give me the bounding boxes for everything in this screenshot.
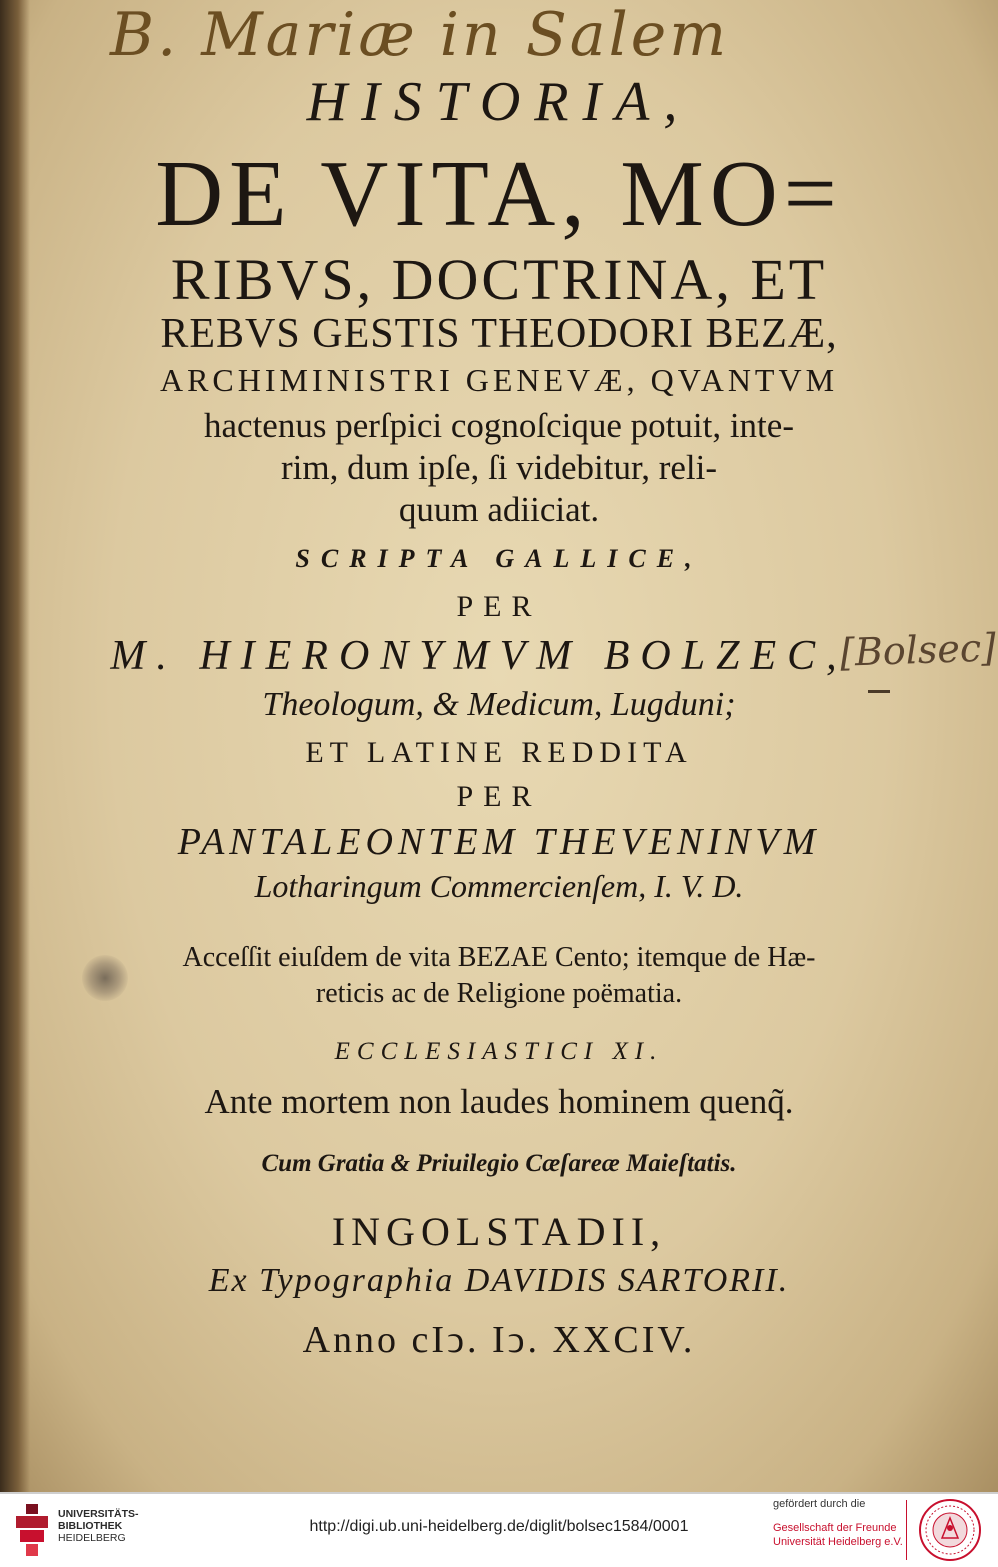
title-line-hactenus: hactenus perſpici cognoſcique potuit, inte- (204, 406, 794, 445)
title-line-archiministri: ARCHIMINISTRI GENEVÆ, QVANTVM (159, 362, 839, 398)
accessit-line-1: Acceſſit eiuſdem de vita BEZAE Cento; itemque de Hæ- (182, 942, 816, 973)
university-seal-icon (918, 1498, 982, 1562)
privilege-line: Cum Gratia & Priuilegio Cæſareæ Maieſtatis. (261, 1150, 737, 1177)
society-line-2: Universität Heidelberg e.V. (773, 1536, 903, 1548)
title-line-de-vita: DE VITA, MO= (155, 142, 843, 246)
translator-origin-line: Lotharingum Commercienſem, I. V. D. (254, 868, 744, 904)
viewer-footer (0, 1492, 998, 1567)
author-line: M. HIERONYMVM BOLZEC, (110, 633, 848, 679)
author-profession-line: Theologum, & Medicum, Lugduni; (262, 686, 736, 723)
ownership-inscription: B. Mariæ in Salem (110, 0, 730, 70)
title-line-per-2: PER (456, 780, 542, 813)
title-line-historia: HISTORIA, (306, 71, 692, 133)
society-line-1: Gesellschaft der Freunde (773, 1522, 897, 1534)
place-line: INGOLSTADII, (331, 1209, 667, 1254)
library-line-1: UNIVERSITÄTS- (58, 1508, 139, 1520)
title-line-rebus-gestis: REBVS GESTIS THEODORI BEZÆ, (160, 311, 838, 357)
margin-dash (868, 690, 890, 693)
margin-note: [Bolsec] (839, 625, 997, 675)
title-line-latine-reddita: ET LATINE REDDITA (305, 736, 693, 769)
accessit-line-2: reticis ac de Religione poëmatia. (315, 978, 683, 1009)
title-line-rim: rim, dum ipſe, ſi videbitur, reli- (280, 448, 717, 487)
title-line-scripta-gallice: SCRIPTA GALLICE, (295, 544, 703, 573)
title-line-per-1: PER (456, 590, 542, 623)
motto-line: Ante mortem non laudes hominem quenq̃. (204, 1082, 794, 1121)
translator-line: PANTALEONTEM THEVENINVM (177, 821, 821, 863)
printer-line: Ex Typographia DAVIDIS SARTORII. (208, 1262, 790, 1299)
funded-by-label: gefördert durch die (773, 1498, 866, 1510)
footer-divider (906, 1500, 907, 1560)
ecclesiastici-line: ECCLESIASTICI XI. (334, 1038, 664, 1065)
library-line-3: HEIDELBERG (58, 1532, 126, 1544)
title-line-ribus: RIBVS, DOCTRINA, ET (170, 247, 828, 312)
funding-society-name (773, 1521, 903, 1549)
document-url[interactable]: http://digi.ub.uni-heidelberg.de/diglit/bolsec1584/0001 (309, 1518, 689, 1535)
title-line-quum: quum adiiciat. (398, 490, 600, 529)
library-line-2: BIBLIOTHEK (58, 1520, 123, 1532)
year-line: Anno cIↄ. Iↄ. XXCIV. (302, 1319, 696, 1361)
